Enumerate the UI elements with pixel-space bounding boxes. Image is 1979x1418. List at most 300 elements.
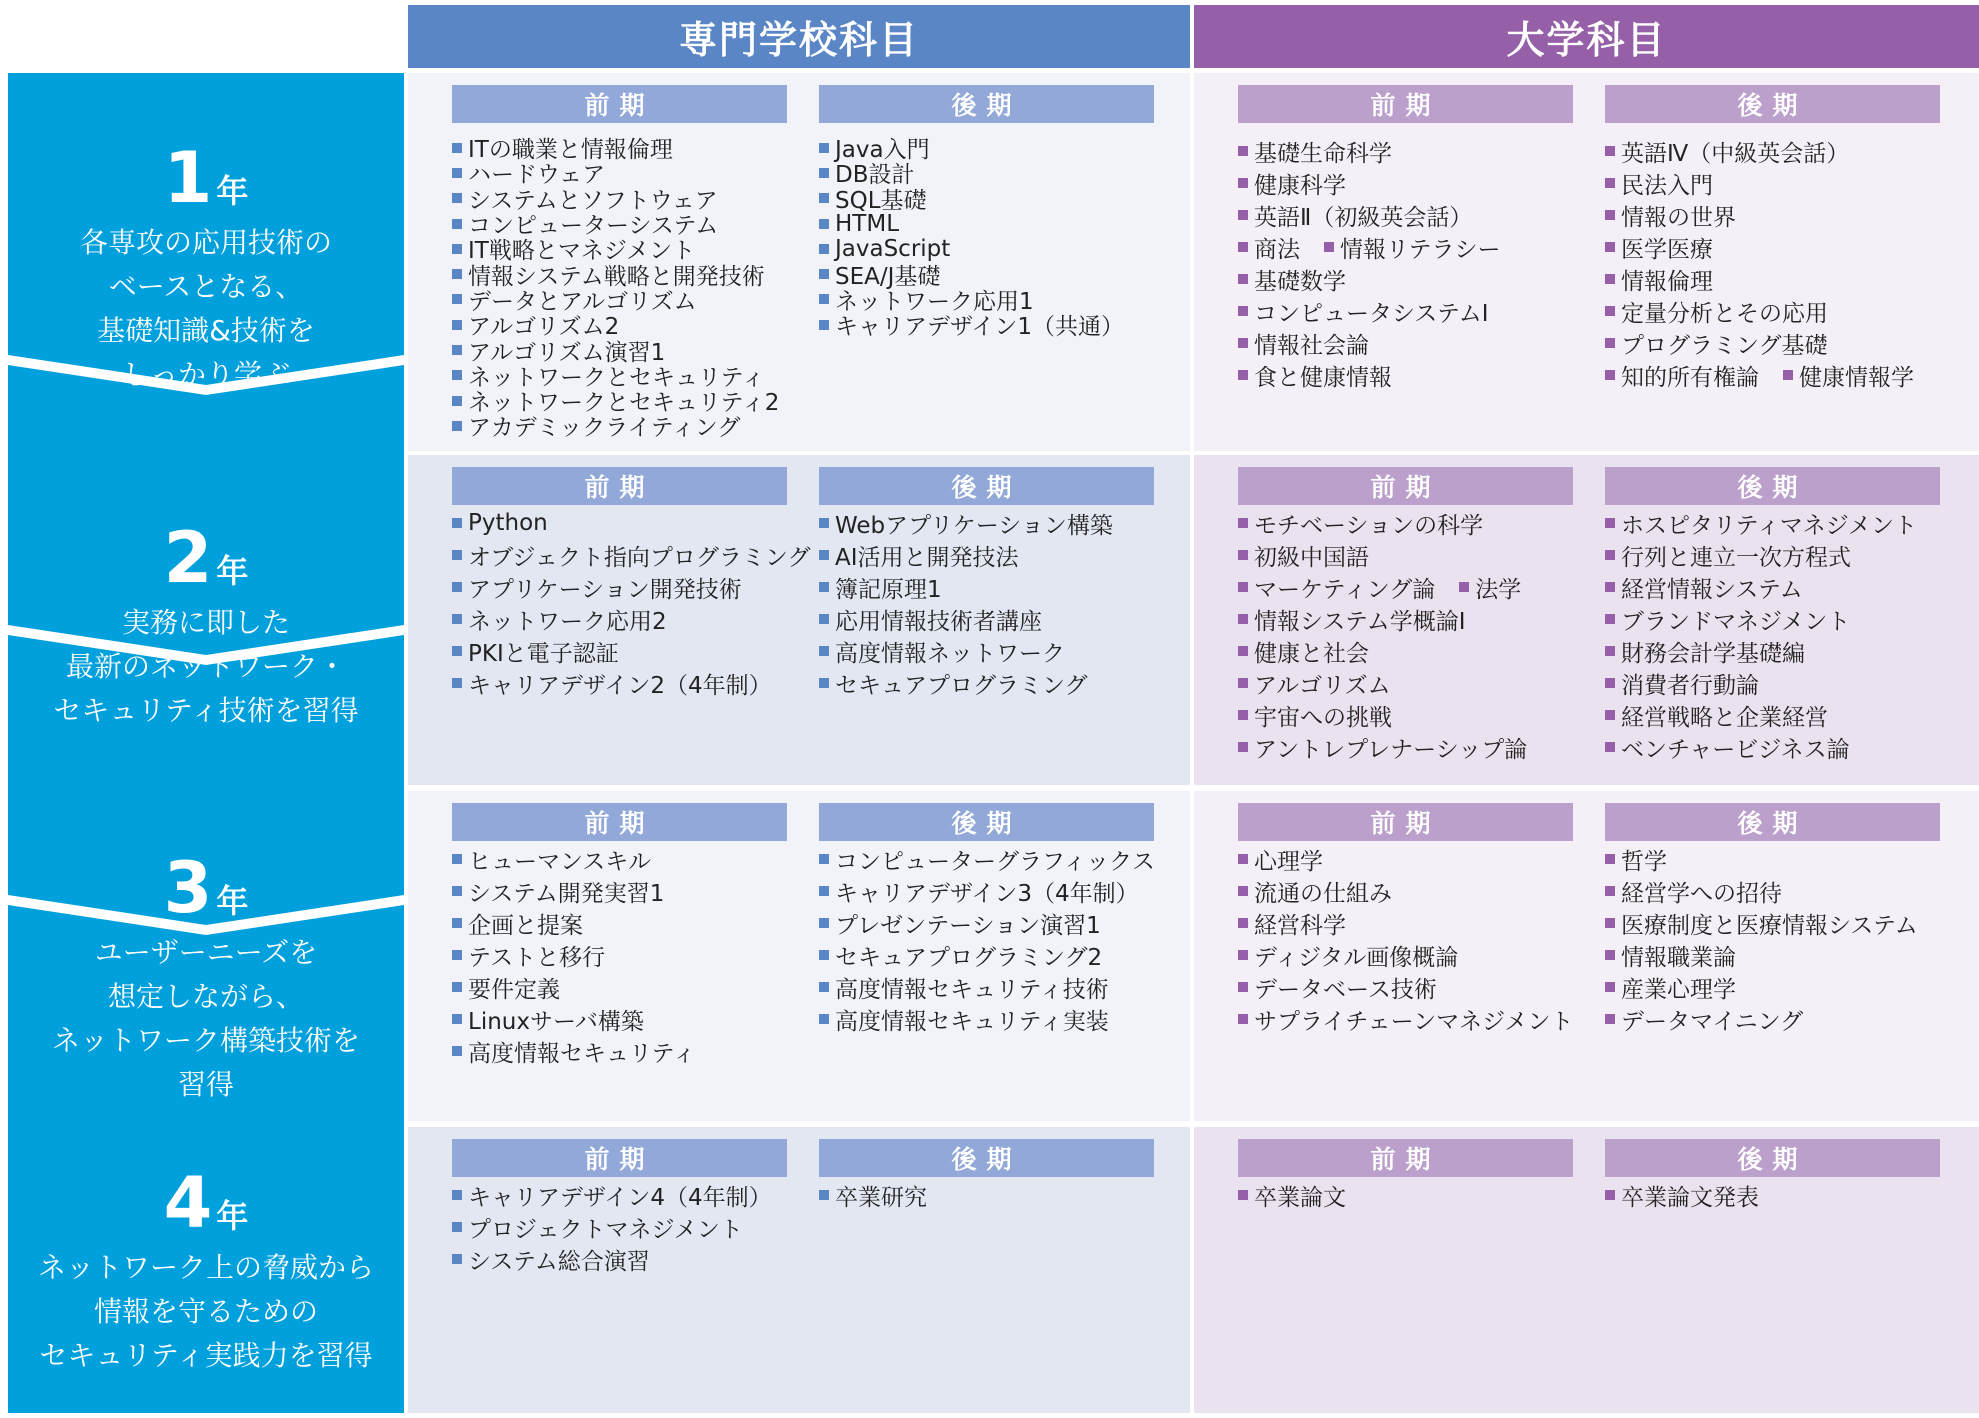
course-name: 哲学	[1621, 848, 1667, 875]
bullet-square-icon	[1238, 1190, 1248, 1200]
course-name: セキュアプログラミング	[835, 672, 1088, 699]
bullet-square-icon	[452, 886, 462, 896]
course-item	[1605, 731, 1917, 763]
bullet-square-icon	[819, 244, 829, 254]
daigaku-year-4-first-term-label: 前期	[1238, 1139, 1573, 1177]
bullet-square-icon	[452, 370, 462, 380]
course-name: キャリアデザイン4（4年制）	[468, 1184, 772, 1211]
bullet-square-icon	[1238, 582, 1248, 592]
bullet-square-icon	[1605, 614, 1615, 624]
bullet-square-icon	[1605, 886, 1615, 896]
course-name: 情報職業論	[1621, 944, 1736, 971]
course-name: 卒業論文発表	[1621, 1184, 1759, 1211]
course-name: 英語Ⅱ（初級英会話）	[1254, 204, 1473, 231]
course-name: コンピューターグラフィックス	[835, 848, 1155, 875]
bullet-square-icon	[452, 320, 462, 330]
course-item	[1605, 359, 1914, 391]
course-name: プロジェクトマネジメント	[468, 1216, 743, 1243]
year-4-description: ネットワーク上の脅威から 情報を守るための セキュリティ実践力を習得	[37, 1251, 374, 1372]
bullet-square-icon	[819, 550, 829, 560]
course-item	[1605, 1003, 1918, 1035]
course-name: 定量分析とその応用	[1621, 300, 1828, 327]
course-item	[1238, 327, 1501, 359]
bullet-square-icon	[1605, 210, 1615, 220]
course-name: データとアルゴリズム	[468, 288, 697, 315]
senmon-year-2-cell	[408, 455, 1190, 785]
course-item	[1238, 571, 1527, 603]
course-name: ネットワークとセキュリティ	[468, 364, 765, 391]
course-item	[819, 1179, 927, 1211]
course-item	[1238, 507, 1527, 539]
course-name: 医療制度と医療情報システム	[1621, 912, 1918, 939]
daigaku-year-3-cell	[1194, 791, 1979, 1121]
course-name: 情報システム戦略と開発技術	[468, 263, 765, 290]
bullet-square-icon	[452, 614, 462, 624]
bullet-square-icon	[452, 918, 462, 928]
course-name: ネットワーク応用2	[468, 608, 667, 635]
bullet-square-icon	[1605, 178, 1615, 188]
course-name: データベース技術	[1254, 976, 1437, 1003]
course-item	[1605, 135, 1914, 167]
course-name: アルゴリズム演習1	[468, 339, 666, 366]
course-name: 応用情報技術者講座	[835, 608, 1042, 635]
bullet-square-icon	[1238, 550, 1248, 560]
bullet-square-icon	[819, 982, 829, 992]
bullet-square-icon	[1238, 210, 1248, 220]
senmon-year-2-first-term-label: 前期	[452, 467, 787, 505]
course-name: データマイニング	[1621, 1008, 1804, 1035]
course-item	[819, 571, 1113, 603]
bullet-square-icon	[819, 854, 829, 864]
bullet-square-icon	[452, 950, 462, 960]
bullet-square-icon	[1238, 710, 1248, 720]
bullet-square-icon	[1605, 550, 1615, 560]
course-item	[452, 1211, 772, 1243]
senmon-year-3-first-term-label: 前期	[452, 803, 787, 841]
course-name: Python	[468, 510, 548, 536]
senmon-year-2-first-list	[452, 507, 810, 699]
course-item	[1238, 843, 1573, 875]
bullet-square-icon	[819, 269, 829, 279]
bullet-square-icon	[452, 550, 462, 560]
year-2-number: 2	[163, 517, 213, 599]
bullet-square-icon	[1324, 242, 1334, 252]
bullet-square-icon	[1605, 678, 1615, 688]
course-name: 卒業論文	[1254, 1184, 1346, 1211]
course-name: 健康科学	[1254, 172, 1346, 199]
course-name: プログラミング基礎	[1621, 332, 1828, 359]
course-name: 行列と連立一次方程式	[1621, 544, 1851, 571]
course-name: ディジタル画像概論	[1254, 944, 1459, 971]
course-name: システム開発実習1	[468, 880, 665, 907]
course-item	[819, 971, 1155, 1003]
course-item	[819, 1003, 1155, 1035]
bullet-square-icon	[819, 518, 829, 528]
course-name: 企画と提案	[468, 912, 583, 939]
course-item	[1238, 231, 1501, 263]
course-item	[1605, 699, 1917, 731]
course-item	[1605, 539, 1917, 571]
course-item	[1605, 327, 1914, 359]
course-item	[819, 603, 1113, 635]
course-item	[1605, 199, 1914, 231]
course-item	[1238, 359, 1501, 391]
course-item	[1605, 635, 1917, 667]
course-item	[1605, 1179, 1759, 1211]
bullet-square-icon	[819, 1190, 829, 1200]
course-name: テストと移行	[468, 944, 606, 971]
course-name: ホスピタリティマネジメント	[1621, 512, 1918, 539]
bullet-square-icon	[452, 854, 462, 864]
bullet-square-icon	[452, 345, 462, 355]
course-item	[452, 1243, 772, 1275]
course-item	[452, 571, 810, 603]
bullet-square-icon	[1238, 338, 1248, 348]
year-4-number: 4	[163, 1162, 213, 1244]
daigaku-header-label: 大学科目	[1506, 18, 1667, 62]
bullet-square-icon	[1605, 518, 1615, 528]
bullet-square-icon	[819, 193, 829, 203]
bullet-square-icon	[452, 582, 462, 592]
bullet-square-icon	[1783, 370, 1793, 380]
course-name: Java入門	[835, 137, 930, 164]
senmon-year-2-second-term-label: 後期	[819, 467, 1154, 505]
bullet-square-icon	[1238, 742, 1248, 752]
course-item	[819, 211, 1124, 236]
year-3-block	[8, 847, 404, 1107]
bullet-square-icon	[1605, 1014, 1615, 1024]
course-name: セキュアプログラミング2	[835, 944, 1103, 971]
course-name: 高度情報セキュリティ	[468, 1040, 696, 1067]
daigaku-year-3-second-term-label: 後期	[1605, 803, 1940, 841]
course-item	[1238, 939, 1573, 971]
bullet-square-icon	[452, 244, 462, 254]
course-name: 食と健康情報	[1254, 364, 1392, 391]
bullet-square-icon	[452, 982, 462, 992]
course-name: モチベーションの科学	[1254, 512, 1484, 539]
course-item	[452, 1003, 696, 1035]
course-name: 商法	[1254, 236, 1300, 263]
bullet-square-icon	[819, 646, 829, 656]
bullet-square-icon	[452, 168, 462, 178]
course-item	[1238, 667, 1527, 699]
course-name: 英語Ⅳ（中級英会話）	[1621, 140, 1850, 167]
bullet-square-icon	[1238, 950, 1248, 960]
course-item	[452, 1035, 696, 1067]
course-item	[819, 312, 1125, 341]
year-3-number: 3	[163, 847, 213, 929]
bullet-square-icon	[1238, 370, 1248, 380]
course-item	[1238, 971, 1573, 1003]
year-4-block	[8, 1162, 404, 1378]
course-name: 簿記原理1	[835, 576, 942, 603]
course-name: 高度情報セキュリティ実装	[835, 1008, 1109, 1035]
course-item	[1605, 263, 1914, 295]
bullet-square-icon	[1605, 146, 1615, 156]
course-item	[1605, 907, 1918, 939]
course-name: AI活用と開発技法	[835, 544, 1019, 571]
bullet-square-icon	[1605, 242, 1615, 252]
course-name: 財務会計学基礎編	[1621, 640, 1805, 667]
course-item	[452, 875, 696, 907]
course-name: コンピュータシステムⅠ	[1254, 300, 1489, 327]
senmon-year-4-second-term-label: 後期	[819, 1139, 1154, 1177]
course-item	[819, 843, 1155, 875]
course-item	[452, 971, 696, 1003]
course-name: アカデミックライティング	[468, 415, 741, 442]
daigaku-year-3-second-list	[1605, 843, 1918, 1035]
bullet-square-icon	[1605, 918, 1615, 928]
course-name: アプリケーション開発技術	[468, 576, 742, 603]
bullet-square-icon	[819, 143, 829, 153]
bullet-square-icon	[452, 646, 462, 656]
course-name: 経営情報システム	[1621, 576, 1803, 603]
course-item	[819, 539, 1113, 571]
course-name: 基礎生命科学	[1254, 140, 1392, 167]
course-item	[1605, 571, 1917, 603]
course-name: 情報リテラシー	[1340, 236, 1501, 263]
bullet-square-icon	[1605, 370, 1615, 380]
daigaku-year-4-cell	[1194, 1127, 1979, 1413]
course-name: PKIと電子認証	[468, 640, 619, 667]
course-item	[819, 939, 1155, 971]
course-item	[1605, 231, 1914, 263]
senmon-year-3-second-term-label: 後期	[819, 803, 1154, 841]
course-item	[1605, 939, 1918, 971]
bullet-square-icon	[452, 518, 462, 528]
bullet-square-icon	[452, 193, 462, 203]
course-item	[1238, 907, 1573, 939]
bullet-square-icon	[452, 1046, 462, 1056]
course-name: ハードウェア	[468, 162, 606, 189]
course-name: ネットワークとセキュリティ2	[468, 390, 780, 417]
course-name: キャリアデザイン3（4年制）	[835, 880, 1139, 907]
bullet-square-icon	[452, 1190, 462, 1200]
daigaku-year-2-first-term-label: 前期	[1238, 467, 1573, 505]
course-name: 産業心理学	[1621, 976, 1736, 1003]
course-item	[452, 1179, 772, 1211]
senmon-year-4-first-list	[452, 1179, 772, 1275]
bullet-square-icon	[1238, 886, 1248, 896]
course-item	[1605, 875, 1918, 907]
bullet-square-icon	[819, 320, 829, 330]
daigaku-header	[1194, 5, 1979, 68]
senmon-year-1-first-term-label: 前期	[452, 85, 787, 123]
course-name: アントレプレナーシップ論	[1254, 736, 1528, 763]
course-name: 健康と社会	[1254, 640, 1369, 667]
course-item	[1238, 699, 1527, 731]
course-name: 経営学への招待	[1621, 880, 1782, 907]
course-item	[819, 635, 1113, 667]
daigaku-year-1-cell	[1194, 73, 1979, 451]
bullet-square-icon	[1605, 306, 1615, 316]
daigaku-year-3-first-term-label: 前期	[1238, 803, 1573, 841]
course-item	[1605, 603, 1917, 635]
senmon-year-1-second-list	[819, 135, 1125, 341]
year-2-unit: 年	[216, 552, 249, 590]
bullet-square-icon	[1238, 146, 1248, 156]
daigaku-year-1-second-term-label: 後期	[1605, 85, 1940, 123]
course-item	[452, 907, 696, 939]
senmon-year-1-second-term-label: 後期	[819, 85, 1154, 123]
course-item	[1605, 167, 1914, 199]
course-name: IT戦略とマネジメント	[468, 238, 696, 265]
bullet-square-icon	[452, 1254, 462, 1264]
bullet-square-icon	[1238, 242, 1248, 252]
bullet-square-icon	[819, 582, 829, 592]
course-name: ブランドマネジメント	[1621, 608, 1851, 635]
daigaku-year-3-first-list	[1238, 843, 1573, 1035]
year-3-unit: 年	[216, 882, 249, 920]
course-item	[1238, 603, 1527, 635]
bullet-square-icon	[452, 269, 462, 279]
bullet-square-icon	[1605, 854, 1615, 864]
course-item	[1238, 731, 1527, 763]
course-name: 医学医療	[1621, 236, 1713, 263]
course-name: 経営科学	[1254, 912, 1346, 939]
bullet-square-icon	[1238, 518, 1248, 528]
course-name: ITの職業と情報倫理	[468, 137, 673, 164]
course-name: SEA/J基礎	[835, 263, 941, 290]
course-name: 消費者行動論	[1621, 672, 1759, 699]
bullet-square-icon	[1605, 742, 1615, 752]
daigaku-year-4-second-term-label: 後期	[1605, 1139, 1940, 1177]
daigaku-year-2-second-list	[1605, 507, 1917, 763]
course-item	[1605, 971, 1918, 1003]
course-item	[819, 507, 1113, 539]
senmon-year-2-second-list	[819, 507, 1113, 699]
course-name: 知的所有権論	[1621, 364, 1759, 391]
course-item	[1238, 635, 1527, 667]
senmon-year-4-second-list	[819, 1179, 927, 1211]
course-item	[452, 603, 810, 635]
bullet-square-icon	[1238, 306, 1248, 316]
year-1-unit: 年	[216, 172, 249, 210]
course-name: 情報システム学概論Ⅰ	[1254, 608, 1466, 635]
course-name: 情報倫理	[1621, 268, 1713, 295]
bullet-square-icon	[1238, 646, 1248, 656]
year-1-number: 1	[163, 137, 213, 219]
senmon-year-4-first-term-label: 前期	[452, 1139, 787, 1177]
year-4-unit: 年	[216, 1197, 249, 1235]
course-item	[1605, 667, 1917, 699]
course-name: HTML	[835, 210, 900, 237]
bullet-square-icon	[1238, 178, 1248, 188]
course-name: Webアプリケーション構築	[835, 512, 1113, 539]
course-name: コンピューターシステム	[468, 213, 719, 240]
daigaku-year-4-second-list	[1605, 1179, 1759, 1211]
course-item	[1605, 843, 1918, 875]
course-name: ネットワーク応用1	[835, 288, 1034, 315]
course-name: システムとソフトウェア	[468, 187, 718, 214]
bullet-square-icon	[452, 143, 462, 153]
course-name: キャリアデザイン1（共通）	[835, 314, 1125, 341]
bullet-square-icon	[452, 1222, 462, 1232]
course-name: プレゼンテーション演習1	[835, 912, 1101, 939]
year-1-description: 各専攻の応用技術の ベースとなる、 基礎知識&技術を しっかり学ぶ	[79, 226, 332, 391]
bullet-square-icon	[1238, 918, 1248, 928]
bullet-square-icon	[1238, 1014, 1248, 1024]
course-name: キャリアデザイン2（4年制）	[468, 672, 772, 699]
course-item	[1238, 167, 1501, 199]
bullet-square-icon	[819, 219, 829, 229]
bullet-square-icon	[1605, 582, 1615, 592]
bullet-square-icon	[819, 294, 829, 304]
course-name: ベンチャービジネス論	[1621, 736, 1850, 763]
bullet-square-icon	[452, 294, 462, 304]
course-item	[1238, 875, 1573, 907]
course-name: マーケティング論	[1254, 576, 1436, 603]
course-name: 心理学	[1254, 848, 1323, 875]
daigaku-year-2-cell	[1194, 455, 1979, 785]
course-name: 流通の仕組み	[1254, 880, 1392, 907]
course-item	[1238, 295, 1501, 327]
course-name: 高度情報ネットワーク	[835, 640, 1065, 667]
bullet-square-icon	[819, 918, 829, 928]
daigaku-year-2-second-term-label: 後期	[1605, 467, 1940, 505]
course-name: Linuxサーバ構築	[468, 1008, 644, 1035]
daigaku-year-2-first-list	[1238, 507, 1527, 763]
bullet-square-icon	[819, 950, 829, 960]
senmon-header	[408, 5, 1190, 68]
course-name: 基礎数学	[1254, 268, 1346, 295]
bullet-square-icon	[819, 1014, 829, 1024]
bullet-square-icon	[819, 886, 829, 896]
course-name: 情報社会論	[1254, 332, 1369, 359]
course-name: 要件定義	[468, 976, 560, 1003]
course-name: 宇宙への挑戦	[1254, 704, 1392, 731]
course-item	[452, 939, 696, 971]
daigaku-year-1-first-list	[1238, 135, 1501, 391]
course-item	[1238, 263, 1501, 295]
course-item	[819, 907, 1155, 939]
course-item	[452, 843, 696, 875]
bullet-square-icon	[452, 678, 462, 688]
course-name: 法学	[1475, 576, 1522, 603]
year-2-description: 実務に即した 最新のネットワーク・ セキュリティ技術を習得	[53, 606, 359, 727]
course-name: アルゴリズム2	[468, 314, 620, 341]
bullet-square-icon	[1605, 338, 1615, 348]
course-item	[452, 539, 810, 571]
bullet-square-icon	[819, 168, 829, 178]
daigaku-year-4-first-list	[1238, 1179, 1346, 1211]
course-item	[1238, 1003, 1573, 1035]
bullet-square-icon	[452, 1014, 462, 1024]
bullet-square-icon	[1238, 854, 1248, 864]
senmon-year-3-cell	[408, 791, 1190, 1121]
course-name: 民法入門	[1621, 172, 1713, 199]
bullet-square-icon	[452, 421, 462, 431]
course-item	[452, 667, 810, 699]
course-item	[1605, 295, 1914, 327]
course-item	[452, 507, 810, 539]
bullet-square-icon	[1605, 1190, 1615, 1200]
senmon-year-1-first-list	[452, 135, 780, 442]
course-item	[1238, 135, 1501, 167]
course-name: SQL基礎	[835, 187, 927, 214]
daigaku-year-1-first-term-label: 前期	[1238, 85, 1573, 123]
course-name: サプライチェーンマネジメント	[1254, 1008, 1574, 1035]
year-3-description: ユーザーニーズを 想定しながら、 ネットワーク構築技術を 習得	[51, 936, 360, 1101]
course-item	[819, 186, 1124, 214]
bullet-square-icon	[1238, 678, 1248, 688]
bullet-square-icon	[452, 396, 462, 406]
bullet-square-icon	[1605, 646, 1615, 656]
bullet-square-icon	[1238, 614, 1248, 624]
daigaku-year-1-second-list	[1605, 135, 1914, 391]
senmon-header-label: 専門学校科目	[678, 18, 919, 62]
bullet-square-icon	[1605, 950, 1615, 960]
